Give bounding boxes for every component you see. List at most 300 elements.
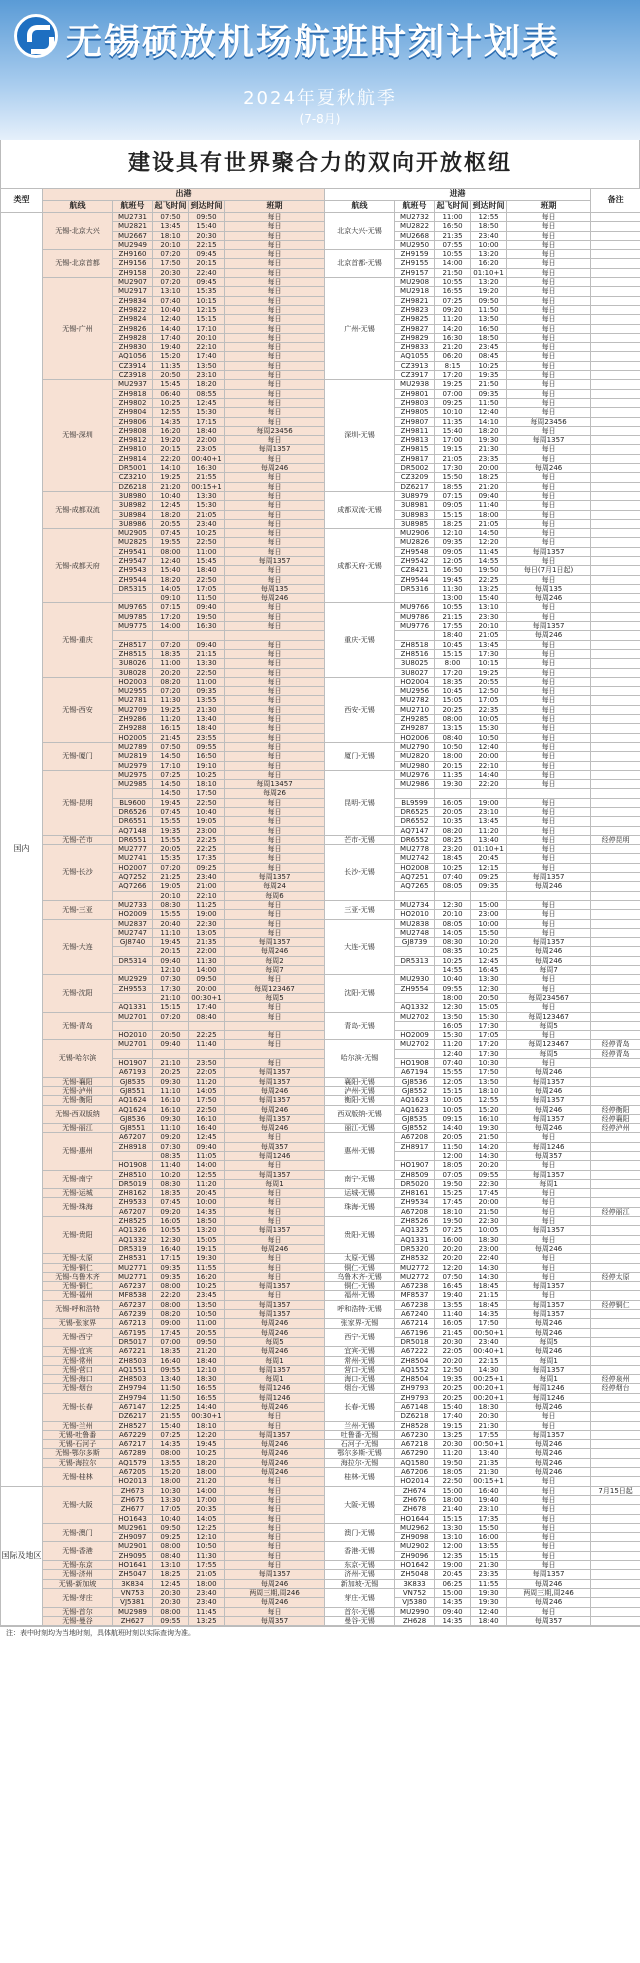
dep-arrival-time: 15:35: [189, 287, 225, 296]
dep-arrival-time: 18:10: [189, 780, 225, 789]
dep-takeoff-time: 06:40: [153, 389, 189, 398]
remark: 经停丽江: [591, 1207, 640, 1216]
table-row: [1, 1430, 640, 1439]
dep-arrival-time: 16:10: [189, 1114, 225, 1123]
dep-arrival-time: 08:55: [189, 389, 225, 398]
arr-arrival-time: 14:50: [471, 529, 507, 538]
arr-schedule: 每日: [507, 724, 591, 733]
arr-takeoff-time: 21:45: [435, 1328, 471, 1337]
dep-arrival-time: 13:40: [189, 715, 225, 724]
arr-flight-number: A67240: [395, 1310, 435, 1319]
arr-flight-number: CZ3917: [395, 371, 435, 380]
arr-arrival-time: 08:45: [471, 352, 507, 361]
dep-schedule: 每日: [225, 1189, 325, 1198]
arr-arrival-time: 11:40: [471, 501, 507, 510]
dep-arrival-time: 22:40: [189, 268, 225, 277]
dep-flight-number: ZH9818: [113, 389, 153, 398]
dep-takeoff-time: 14:35: [153, 1440, 189, 1449]
remark: [591, 1021, 640, 1030]
dep-flight-number: MU2781: [113, 696, 153, 705]
arrival-route: 鄂尔多斯-无锡: [325, 1449, 395, 1458]
departure-route: 无锡-张家界: [43, 1319, 113, 1328]
arrival-route: 宜宾-无锡: [325, 1347, 395, 1356]
arr-schedule: 每日: [507, 352, 591, 361]
dep-flight-number: GJ8740: [113, 938, 153, 947]
arr-takeoff-time: 17:40: [435, 1412, 471, 1421]
arr-arrival-time: 16:45: [471, 966, 507, 975]
dep-takeoff-time: 20:55: [153, 519, 189, 528]
dep-schedule: 每日: [225, 715, 325, 724]
dep-takeoff-time: 15:20: [153, 1468, 189, 1477]
dep-takeoff-time: 15:55: [153, 910, 189, 919]
dep-flight-number: ZH9533: [113, 1198, 153, 1207]
arr-takeoff-time: 12:35: [435, 1551, 471, 1560]
arr-schedule: 每周1357: [507, 873, 591, 882]
arr-arrival-time: 15:05: [471, 1003, 507, 1012]
dep-arrival-time: 17:55: [189, 1561, 225, 1570]
arr-flight-number: ZH9811: [395, 426, 435, 435]
arr-schedule: 每日: [507, 900, 591, 909]
arr-schedule: 每周1357: [507, 547, 591, 556]
dep-takeoff-time: 15:40: [153, 1421, 189, 1430]
arrival-route: 铜仁-无锡: [325, 1263, 395, 1272]
dep-arrival-time: 18:20: [189, 380, 225, 389]
remark: [591, 556, 640, 565]
remark: 经停烟台: [591, 1384, 640, 1393]
arr-flight-number: [395, 631, 435, 640]
arr-takeoff-time: 09:05: [435, 501, 471, 510]
col-type-header: 类型: [1, 189, 43, 213]
arr-schedule: 每周5: [507, 1021, 591, 1030]
dep-flight-number: ZH8527: [113, 1421, 153, 1430]
dep-flight-number: MU2771: [113, 1272, 153, 1281]
arr-arrival-time: 11:50: [471, 398, 507, 407]
dep-arrival-time: 00:30+1: [189, 993, 225, 1002]
dep-schedule: 每周24: [225, 882, 325, 891]
remark: [591, 1533, 640, 1542]
arrival-route: 重庆-无锡: [325, 603, 395, 677]
arr-schedule: 每周1357: [507, 622, 591, 631]
arr-takeoff-time: 20:25: [435, 1393, 471, 1402]
departure-route: 无锡-兰州: [43, 1421, 113, 1430]
arr-flight-number: ZH9548: [395, 547, 435, 556]
dep-takeoff-time: 10:25: [153, 398, 189, 407]
arr-arrival-time: 20:00: [471, 464, 507, 473]
remark: 经停太原: [591, 1272, 640, 1281]
arr-schedule: 每周1357: [507, 1282, 591, 1291]
arr-takeoff-time: 13:00: [435, 594, 471, 603]
dep-flight-number: A67221: [113, 1347, 153, 1356]
arrival-route: 南宁-无锡: [325, 1170, 395, 1189]
dep-takeoff-time: 12:55: [153, 408, 189, 417]
arr-takeoff-time: 11:20: [435, 1040, 471, 1049]
arr-arrival-time: 00:50+1: [471, 1328, 507, 1337]
dep-takeoff-time: 18:10: [153, 231, 189, 240]
arrival-route: 张家界-无锡: [325, 1319, 395, 1328]
dep-takeoff-time: 07:50: [153, 213, 189, 222]
dep-arrival-time: 22:25: [189, 835, 225, 844]
table-row: [1, 742, 640, 751]
dep-takeoff-time: 20:50: [153, 371, 189, 380]
arr-arrival-time: 19:00: [471, 798, 507, 807]
dep-schedule: 每日: [225, 1161, 325, 1170]
dep-schedule: 每日: [225, 491, 325, 500]
table-row: [1, 770, 640, 779]
arr-schedule: 每周246: [507, 1449, 591, 1458]
table-row: [1, 1133, 640, 1142]
arr-arrival-time: 17:55: [471, 1430, 507, 1439]
dep-takeoff-time: 20:40: [153, 919, 189, 928]
dep-flight-number: AQ1331: [113, 1003, 153, 1012]
timetable: [0, 188, 640, 1626]
arr-takeoff-time: 17:20: [435, 371, 471, 380]
arr-flight-number: MU2838: [395, 919, 435, 928]
arr-flight-header: 航班号: [395, 201, 435, 213]
arr-schedule: 每周246: [507, 956, 591, 965]
arr-arrival-time: 14:10: [471, 417, 507, 426]
arr-takeoff-time: 09:20: [435, 305, 471, 314]
arr-takeoff-time: 14:35: [435, 1598, 471, 1607]
arr-flight-number: GJ8536: [395, 1077, 435, 1086]
remark: [591, 1542, 640, 1551]
arr-arrival-time: 15:30: [471, 724, 507, 733]
dep-schedule: 每周1246: [225, 1151, 325, 1160]
dep-takeoff-time: 18:00: [153, 1477, 189, 1486]
dep-flight-number: HO1643: [113, 1514, 153, 1523]
arr-takeoff-time: 19:50: [435, 1217, 471, 1226]
dep-schedule: 每周1357: [225, 1282, 325, 1291]
remark: [591, 1570, 640, 1579]
arr-takeoff-time: 13:55: [435, 1300, 471, 1309]
dep-takeoff-time: 09:35: [153, 1272, 189, 1281]
remark: [591, 928, 640, 937]
dep-takeoff-time: 13:40: [153, 1375, 189, 1384]
dep-arrival-time: 14:00: [189, 1486, 225, 1495]
dep-takeoff-time: 11:10: [153, 1086, 189, 1095]
dep-flight-number: DR5314: [113, 956, 153, 965]
arrival-route: 西双版纳-无锡: [325, 1105, 395, 1124]
arr-takeoff-time: 08:20: [435, 826, 471, 835]
dep-flight-number: MU2731: [113, 213, 153, 222]
departure-route: 无锡-香港: [43, 1542, 113, 1561]
arr-arrival-time: 21:50: [471, 1133, 507, 1142]
arr-flight-number: MU2782: [395, 696, 435, 705]
arr-schedule: 每周1357: [507, 1096, 591, 1105]
dep-schedule: 每周1357: [225, 1096, 325, 1105]
dep-schedule: 每日: [225, 622, 325, 631]
arr-flight-number: ZH9159: [395, 250, 435, 259]
dep-schedule: 每日: [225, 519, 325, 528]
arr-arrival-time: 18:25: [471, 473, 507, 482]
arrival-route: 兰州-无锡: [325, 1421, 395, 1430]
arr-flight-number: ZH9825: [395, 315, 435, 324]
arr-schedule: 每日: [507, 1189, 591, 1198]
dep-arrival-time: 09:45: [189, 278, 225, 287]
dep-schedule: 每日: [225, 454, 325, 463]
departure-route: 无锡-哈尔滨: [43, 1040, 113, 1077]
arr-takeoff-time: 18:05: [435, 1468, 471, 1477]
arr-takeoff-time: 20:05: [435, 808, 471, 817]
arr-schedule: 每日: [507, 659, 591, 668]
table-row: [1, 1189, 640, 1198]
arr-flight-number: DR6552: [395, 835, 435, 844]
arr-schedule: 每日: [507, 575, 591, 584]
arrival-route: 呼和浩特-无锡: [325, 1300, 395, 1319]
remark: [591, 464, 640, 473]
table-row: [1, 845, 640, 854]
arr-schedule: 每日: [507, 1477, 591, 1486]
dep-arrival-time: 11:00: [189, 547, 225, 556]
departure-route: 无锡-常州: [43, 1356, 113, 1365]
dep-arrival-time: 10:25: [189, 1449, 225, 1458]
arr-takeoff-time: 20:45: [435, 1570, 471, 1579]
dep-flight-number: AQ1624: [113, 1096, 153, 1105]
dep-arrival-time: 12:55: [189, 1170, 225, 1179]
arr-flight-number: MU2732: [395, 213, 435, 222]
arr-schedule: 每日: [507, 1514, 591, 1523]
dep-arrival-time: 11:00: [189, 1319, 225, 1328]
departure-route: 无锡-南宁: [43, 1170, 113, 1189]
arr-takeoff-time: 19:15: [435, 445, 471, 454]
arr-arrival-time: 09:55: [471, 1170, 507, 1179]
dep-flight-number: ZH9802: [113, 398, 153, 407]
dep-flight-number: MU2989: [113, 1607, 153, 1616]
arr-schedule: 每日: [507, 612, 591, 621]
dep-takeoff-time: 13:55: [153, 1458, 189, 1467]
dep-takeoff-time: 07:20: [153, 1012, 189, 1021]
dep-flight-number: ZH9810: [113, 445, 153, 454]
table-row: [1, 919, 640, 928]
arr-arrival-time: 17:50: [471, 1068, 507, 1077]
remark: [591, 1328, 640, 1337]
remark: [591, 1561, 640, 1570]
arr-arrival-time: 12:30: [471, 984, 507, 993]
arr-arrival-time: 23:35: [471, 454, 507, 463]
arr-takeoff-time: 08:35: [435, 947, 471, 956]
arr-schedule: 每日: [507, 380, 591, 389]
arr-arrival-time: 12:55: [471, 1096, 507, 1105]
dep-schedule: 每日: [225, 752, 325, 761]
remark: [591, 752, 640, 761]
remark: [591, 640, 640, 649]
dep-takeoff-time: 07:30: [153, 1142, 189, 1151]
arr-schedule: 每日: [507, 1031, 591, 1040]
dep-arrival-time: 22:05: [189, 1068, 225, 1077]
dep-arrival-time: 13:50: [189, 1300, 225, 1309]
dep-flight-number: A67147: [113, 1403, 153, 1412]
arr-arrival-time: 11:55: [471, 1579, 507, 1588]
dep-flight-number: VJ5381: [113, 1598, 153, 1607]
dep-takeoff-time: 12:40: [153, 556, 189, 565]
arr-flight-number: AQ7265: [395, 882, 435, 891]
arr-schedule: 每日: [507, 1412, 591, 1421]
arr-arrival-time: 21:35: [471, 1458, 507, 1467]
dep-arrival-time: 10:40: [189, 808, 225, 817]
arr-takeoff-time: 20:30: [435, 1440, 471, 1449]
arr-takeoff-time: 12:30: [435, 900, 471, 909]
dep-takeoff-time: 12:45: [153, 1579, 189, 1588]
departure-route: 无锡-沈阳: [43, 975, 113, 1012]
remark: [591, 436, 640, 445]
arr-takeoff-time: 20:25: [435, 705, 471, 714]
dep-arrival-time: 18:40: [189, 1356, 225, 1365]
dep-takeoff-time: 19:25: [153, 705, 189, 714]
dep-arrival-time: 23:40: [189, 1588, 225, 1597]
dep-takeoff-time: 08:35: [153, 1151, 189, 1160]
dep-takeoff-time: 20:30: [153, 268, 189, 277]
dep-takeoff-time: 15:45: [153, 380, 189, 389]
dep-flight-number: ZH9826: [113, 324, 153, 333]
remark: [591, 705, 640, 714]
dep-takeoff-time: 09:20: [153, 1133, 189, 1142]
dep-arrival-time: 23:10: [189, 371, 225, 380]
dep-arrival-time: 20:10: [189, 333, 225, 342]
dep-schedule: 每周1: [225, 1375, 325, 1384]
arr-arrival-time: 13:25: [471, 584, 507, 593]
dep-arrival-time: 23:45: [189, 1291, 225, 1300]
arr-takeoff-time: 11:00: [435, 213, 471, 222]
arr-flight-number: ZH8516: [395, 649, 435, 658]
dep-schedule: 每日: [225, 305, 325, 314]
dep-schedule: 每周1: [225, 1356, 325, 1365]
arr-arrival-time: 18:50: [471, 333, 507, 342]
dep-takeoff-time: 07:20: [153, 278, 189, 287]
arr-takeoff-time: 15:40: [435, 1403, 471, 1412]
arr-schedule: 每日(7月1日起): [507, 566, 591, 575]
remark: [591, 324, 640, 333]
departure-route: 无锡-济州: [43, 1570, 113, 1579]
arr-takeoff-time: 09:05: [435, 547, 471, 556]
dep-schedule: 每日: [225, 250, 325, 259]
dep-flight-number: ZH8510: [113, 1170, 153, 1179]
arr-arrival-time: 22:30: [471, 1217, 507, 1226]
dep-schedule: 每日: [225, 1523, 325, 1532]
arr-flight-number: MU2938: [395, 380, 435, 389]
dep-arrival-time: 21:05: [189, 1570, 225, 1579]
remark: [591, 873, 640, 882]
dep-schedule: 每日: [225, 1263, 325, 1272]
arr-arrival-time: 18:30: [471, 1403, 507, 1412]
dep-arrival-time: 16:50: [189, 752, 225, 761]
dep-takeoff-time: 21:10: [153, 993, 189, 1002]
dep-flight-number: MU2901: [113, 1542, 153, 1551]
dep-arrival-time: 09:40: [189, 1142, 225, 1151]
dep-arrival-time: 00:15+1: [189, 482, 225, 491]
dep-takeoff-time: 08:00: [153, 1282, 189, 1291]
remark: [591, 1133, 640, 1142]
arr-flight-number: A67148: [395, 1403, 435, 1412]
dep-schedule: 每周246: [225, 1440, 325, 1449]
dep-flight-number: ZH675: [113, 1495, 153, 1504]
arrival-route: 襄阳-无锡: [325, 1077, 395, 1086]
remark: [591, 1142, 640, 1151]
dep-takeoff-time: 14:10: [153, 464, 189, 473]
arr-flight-number: ZH9544: [395, 575, 435, 584]
arr-takeoff-time: 11:40: [435, 1310, 471, 1319]
arrival-route: 贵阳-无锡: [325, 1217, 395, 1254]
dep-arrival-time: 20:30: [189, 231, 225, 240]
dep-schedule: 每日: [225, 826, 325, 835]
dep-takeoff-time: 20:50: [153, 1031, 189, 1040]
table-row: [1, 1588, 640, 1597]
departure-route: 无锡-西宁: [43, 1328, 113, 1347]
dep-flight-number: ZH9158: [113, 268, 153, 277]
dep-takeoff-time: 20:10: [153, 891, 189, 900]
arr-flight-number: [395, 891, 435, 900]
dep-arrival-time: 19:45: [189, 1440, 225, 1449]
arr-takeoff-time: 17:45: [435, 1198, 471, 1207]
arr-schedule: 每日: [507, 1217, 591, 1226]
remark: 经停泸州: [591, 1124, 640, 1133]
arr-arrival-time: 00:50+1: [471, 1440, 507, 1449]
dep-takeoff-time: 11:40: [153, 1161, 189, 1170]
arr-flight-number: MU2990: [395, 1607, 435, 1616]
dep-takeoff-time: 14:00: [153, 622, 189, 631]
dep-flight-number: CZ3914: [113, 361, 153, 370]
dep-flight-number: ZH8517: [113, 640, 153, 649]
arr-schedule: 每日: [507, 305, 591, 314]
arr-flight-number: [395, 1049, 435, 1058]
dep-flight-number: HO2013: [113, 1477, 153, 1486]
arrival-route: 成都双流-无锡: [325, 491, 395, 528]
arr-schedule: 每周246: [507, 1086, 591, 1095]
departure-route: 无锡-北京大兴: [43, 213, 113, 250]
remark: [591, 584, 640, 593]
arr-flight-number: MU2820: [395, 752, 435, 761]
dep-schedule: 每日: [225, 835, 325, 844]
dep-schedule: 每日: [225, 352, 325, 361]
dep-flight-number: GJ8536: [113, 1114, 153, 1123]
arr-flight-number: MU2980: [395, 761, 435, 770]
arr-schedule: 每周1357: [507, 1430, 591, 1439]
dep-arrival-time: 00:30+1: [189, 1412, 225, 1421]
arr-takeoff-time: 15:40: [435, 426, 471, 435]
dep-takeoff-time: 07:30: [153, 975, 189, 984]
arr-takeoff-time: 12:20: [435, 1263, 471, 1272]
arr-takeoff-time: 21:35: [435, 231, 471, 240]
arr-arrival-time: 23:00: [471, 910, 507, 919]
dep-takeoff-time: 09:40: [153, 956, 189, 965]
arrival-route: 太原-无锡: [325, 1254, 395, 1263]
dep-arrival-time: 15:15: [189, 315, 225, 324]
arr-arrival-time: 17:05: [471, 1031, 507, 1040]
arr-flight-number: ZH8509: [395, 1170, 435, 1179]
arr-takeoff-time: 07:25: [435, 296, 471, 305]
dep-arrival-time: 23:00: [189, 826, 225, 835]
slogan: 建设具有世界聚合力的双向开放枢纽: [0, 140, 640, 188]
arr-arrival-time: 15:40: [471, 594, 507, 603]
dep-arrival-time: 18:30: [189, 1375, 225, 1384]
dep-arrival-time: 18:40: [189, 724, 225, 733]
departure-route: 无锡-运城: [43, 1189, 113, 1198]
dep-takeoff-time: 07:20: [153, 250, 189, 259]
arr-arrival-time: 23:10: [471, 808, 507, 817]
arr-schedule: 每日: [507, 491, 591, 500]
departure-route: 无锡-海拉尔: [43, 1458, 113, 1467]
arr-schedule: 每日: [507, 696, 591, 705]
arr-arrival-time: 13:45: [471, 817, 507, 826]
remark: [591, 454, 640, 463]
dep-schedule: 每周1357: [225, 1114, 325, 1123]
arr-schedule: 每日: [507, 1161, 591, 1170]
dep-arrival-time: 16:55: [189, 1384, 225, 1393]
dep-takeoff-time: 15:55: [153, 835, 189, 844]
dep-takeoff-time: 17:10: [153, 761, 189, 770]
departure-route: 无锡-吐鲁番: [43, 1430, 113, 1439]
arr-flight-number: AQ1623: [395, 1105, 435, 1114]
arr-arrival-time: 21:50: [471, 380, 507, 389]
arr-arrival-time: 21:30: [471, 1561, 507, 1570]
